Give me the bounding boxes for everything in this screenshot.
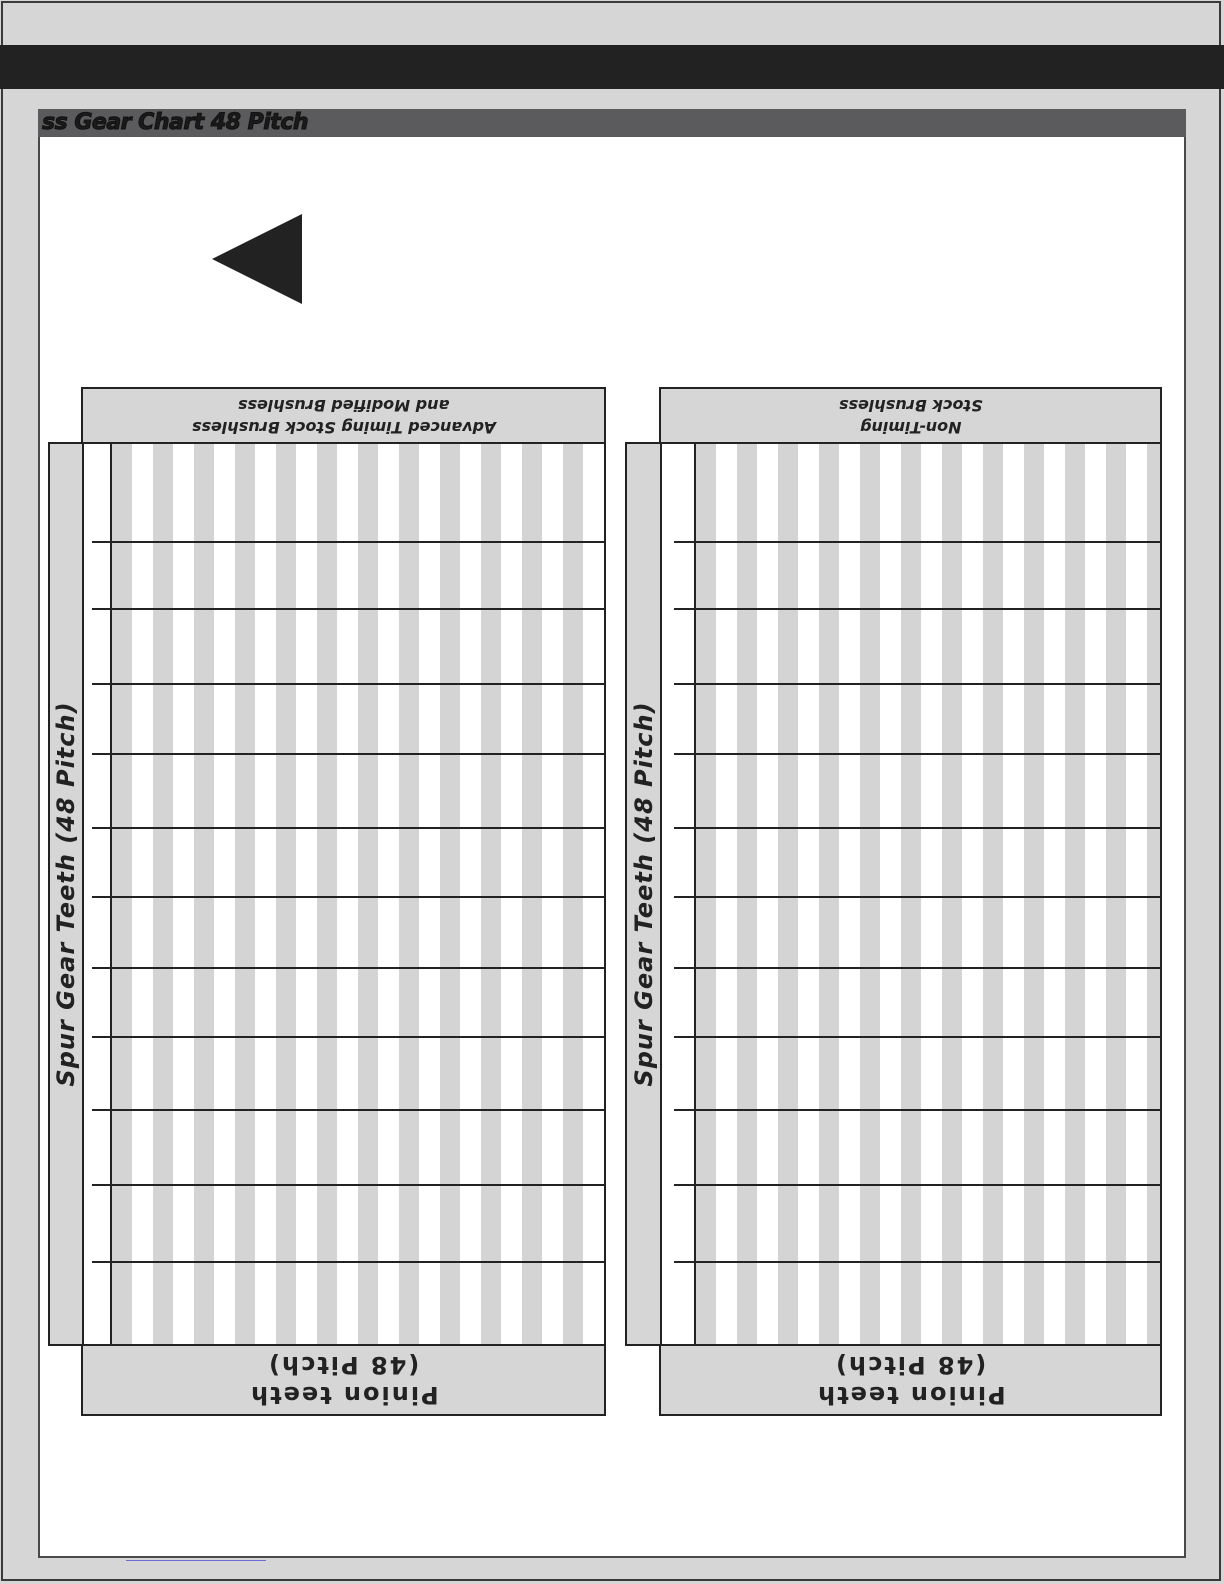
grid-column-stripe xyxy=(153,444,173,1344)
grid-row-line xyxy=(674,1184,1160,1186)
chart-1-bottom-line-2: (48 Pitch) xyxy=(267,1351,420,1379)
grid-column-stripe xyxy=(563,444,583,1344)
grid-row-line xyxy=(92,896,604,898)
grid-row-line xyxy=(674,753,1160,755)
grid-row-line xyxy=(674,827,1160,829)
grid-row-line xyxy=(674,1261,1160,1263)
grid-column-stripe xyxy=(983,444,1003,1344)
grid-column-stripe xyxy=(481,444,501,1344)
chart-1-top-line-2: and Modified Brushless xyxy=(237,395,450,415)
grid-row-line xyxy=(92,541,604,543)
chart-2-top-line-1: Non-Timing xyxy=(859,417,962,437)
chart-1-top-header xyxy=(81,387,606,444)
grid-row-line xyxy=(674,896,1160,898)
grid-row-line xyxy=(674,608,1160,610)
chart-2-bottom-line-1: Pinion teeth xyxy=(815,1381,1006,1409)
section-header-bar xyxy=(38,109,1186,137)
grid-row-line xyxy=(92,827,604,829)
chart-2-grid xyxy=(660,442,1162,1346)
grid-row-line xyxy=(674,541,1160,543)
grid-column-stripe xyxy=(522,444,542,1344)
grid-column-stripe xyxy=(276,444,296,1344)
grid-row-line xyxy=(92,1036,604,1038)
grid-row-line xyxy=(674,683,1160,685)
grid-column-stripe xyxy=(194,444,214,1344)
footer-link-underline[interactable] xyxy=(126,1560,266,1561)
grid-column-stripe xyxy=(901,444,921,1344)
grid-column-stripe xyxy=(1147,444,1162,1344)
grid-column-stripe xyxy=(235,444,255,1344)
chart-2-row-label-column xyxy=(668,444,696,1344)
chart-1-bottom-line-1: Pinion teeth xyxy=(248,1381,439,1409)
chart-1-row-label-column xyxy=(84,444,112,1344)
chart-2-side-label: Spur Gear Teeth (48 Pitch) xyxy=(629,701,658,1087)
chart-1-side-label-box xyxy=(48,442,84,1346)
chart-2-top-header xyxy=(659,387,1162,444)
chart-1-side-label: Spur Gear Teeth (48 Pitch) xyxy=(52,701,80,1087)
grid-column-stripe xyxy=(737,444,757,1344)
chart-1-bottom-header xyxy=(81,1344,606,1416)
grid-column-stripe xyxy=(440,444,460,1344)
left-arrow-icon xyxy=(212,214,302,304)
chart-2-top-line-2: Stock Brushless xyxy=(838,395,983,415)
section-title: ss Gear Chart 48 Pitch xyxy=(42,110,309,135)
grid-row-line xyxy=(92,608,604,610)
grid-row-line xyxy=(92,753,604,755)
grid-row-line xyxy=(92,967,604,969)
grid-column-stripe xyxy=(819,444,839,1344)
grid-column-stripe xyxy=(358,444,378,1344)
grid-column-stripe xyxy=(696,444,716,1344)
grid-column-stripe xyxy=(317,444,337,1344)
grid-column-stripe xyxy=(860,444,880,1344)
chart-1-top-line-1: Advanced Timing Stock Brushless xyxy=(191,417,496,437)
grid-row-line xyxy=(92,1261,604,1263)
grid-column-stripe xyxy=(942,444,962,1344)
grid-row-line xyxy=(674,1109,1160,1111)
grid-row-line xyxy=(674,1036,1160,1038)
chart-2-side-label-box xyxy=(625,442,662,1346)
grid-row-line xyxy=(92,683,604,685)
grid-row-line xyxy=(92,1184,604,1186)
grid-column-stripe xyxy=(1065,444,1085,1344)
chart-1-grid xyxy=(82,442,606,1346)
top-header-bar xyxy=(0,45,1224,89)
chart-2-bottom-header xyxy=(659,1344,1162,1416)
grid-row-line xyxy=(92,1109,604,1111)
grid-column-stripe xyxy=(778,444,798,1344)
grid-column-stripe xyxy=(1024,444,1044,1344)
grid-column-stripe xyxy=(112,444,132,1344)
chart-2-bottom-line-2: (48 Pitch) xyxy=(834,1351,987,1379)
grid-column-stripe xyxy=(399,444,419,1344)
grid-row-line xyxy=(674,967,1160,969)
grid-column-stripe xyxy=(1106,444,1126,1344)
